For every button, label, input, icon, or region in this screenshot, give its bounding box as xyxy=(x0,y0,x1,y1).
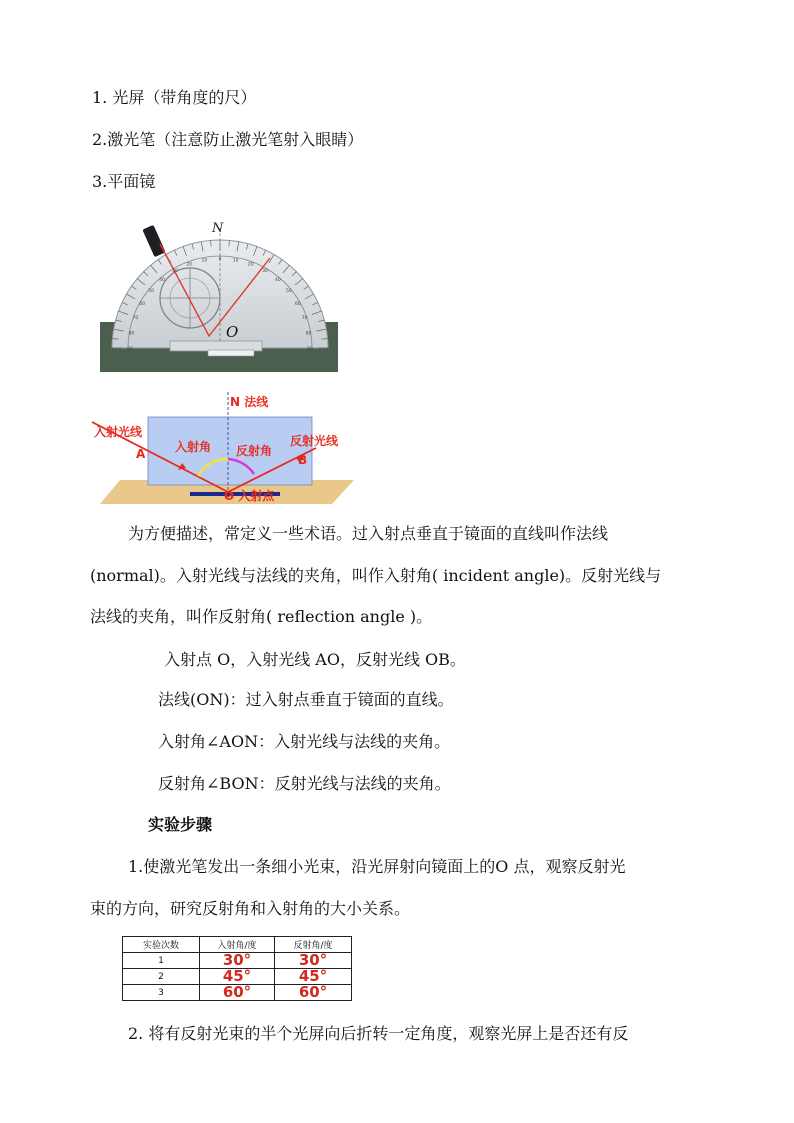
incident-angle-value: 30° xyxy=(200,953,275,969)
definition-3: 入射角∠AON：入射光线与法线的夹角。 xyxy=(158,732,451,751)
scale-tick xyxy=(112,339,118,340)
label-normal: N 法线 xyxy=(230,395,269,409)
incident-angle-value: 45° xyxy=(200,969,275,985)
scale-number: 60 xyxy=(295,302,301,307)
scale-number: 30 xyxy=(172,269,178,275)
definition-2: 法线(ON)：过入射点垂直于镜面的直线。 xyxy=(158,690,454,709)
scale-number: 20 xyxy=(186,262,193,268)
label-reflected-ray: 反射光线 xyxy=(290,434,339,448)
scale-number: 10 xyxy=(201,258,208,264)
scale-number: 50 xyxy=(148,289,154,295)
photo-label-o: O xyxy=(226,323,239,341)
label-point-a: A xyxy=(136,447,146,461)
reflection-angle-value: 45° xyxy=(275,969,352,985)
definition-4: 反射角∠BON：反射光线与法线的夹角。 xyxy=(158,774,451,793)
material-item-2: 2.激光笔（注意防止激光笔射入眼睛） xyxy=(92,130,364,149)
material-item-3: 3.平面镜 xyxy=(92,172,156,191)
trial-number: 2 xyxy=(123,969,200,985)
definition-1: 入射点 O，入射光线 AO，反射光线 OB。 xyxy=(164,650,466,669)
scale-number: 50 xyxy=(286,289,292,295)
scale-number: 30 xyxy=(262,269,268,275)
reflection-angle-value: 60° xyxy=(275,985,352,1001)
paragraph-line-3: 法线的夹角，叫作反射角( reflection angle )。 xyxy=(90,607,433,626)
scale-number: 40 xyxy=(275,278,281,284)
reflection-diagram xyxy=(90,384,360,510)
paragraph-line-2: (normal)。入射光线与法线的夹角，叫作入射角( incident angle)。反射光线与 xyxy=(90,566,662,585)
scale-tick xyxy=(229,240,230,246)
scale-tick xyxy=(211,240,212,246)
protractor-photo xyxy=(98,218,340,376)
scale-number: 40 xyxy=(159,278,165,284)
label-incident-point: O 入射点 xyxy=(224,489,275,503)
section-title: 实验步骤 xyxy=(148,815,213,834)
step1-line-2: 束的方向，研究反射角和入射角的大小关系。 xyxy=(90,899,411,918)
label-reflection-angle: 反射角 xyxy=(236,444,273,458)
results-table xyxy=(122,936,352,1001)
material-item-1: 1. 光屏（带角度的尺） xyxy=(92,88,257,107)
scale-number: 20 xyxy=(247,262,254,268)
scale-number: 0 xyxy=(218,257,222,262)
step2-line: 2. 将有反射光束的半个光屏向后折转一定角度，观察光屏上是否还有反 xyxy=(128,1024,629,1043)
table-header: 入射角/度 xyxy=(200,937,275,953)
scale-number: 80 xyxy=(128,331,135,337)
photo-label-n: N xyxy=(212,221,224,236)
reflection-angle-value: 30° xyxy=(275,953,352,969)
table-header: 反射角/度 xyxy=(275,937,352,953)
light-screen xyxy=(148,417,312,485)
scale-number: 80 xyxy=(305,331,312,337)
table-header: 实验次数 xyxy=(123,937,200,953)
paragraph-line-1: 为方便描述，常定义一些术语。过入射点垂直于镜面的直线叫作法线 xyxy=(128,524,609,543)
scale-number: 90 xyxy=(307,347,313,352)
scale-number: 10 xyxy=(232,258,239,264)
label-incident-ray: 入射光线 xyxy=(94,425,143,439)
label-point-b: B xyxy=(298,453,308,467)
step1-line-1: 1.使激光笔发出一条细小光束，沿光屏射向镜面上的O 点，观察反射光 xyxy=(128,857,626,876)
mirror xyxy=(170,341,262,351)
scale-number: 90 xyxy=(127,347,133,352)
trial-number: 1 xyxy=(123,953,200,969)
incident-angle-value: 60° xyxy=(200,985,275,1001)
table-row xyxy=(123,985,352,1001)
trial-number: 3 xyxy=(123,985,200,1001)
scale-number: 70 xyxy=(301,316,308,322)
label-incident-angle: 入射角 xyxy=(175,440,212,454)
scale-number: 60 xyxy=(139,302,145,307)
scale-tick xyxy=(322,339,328,340)
scale-number: 70 xyxy=(132,316,139,322)
